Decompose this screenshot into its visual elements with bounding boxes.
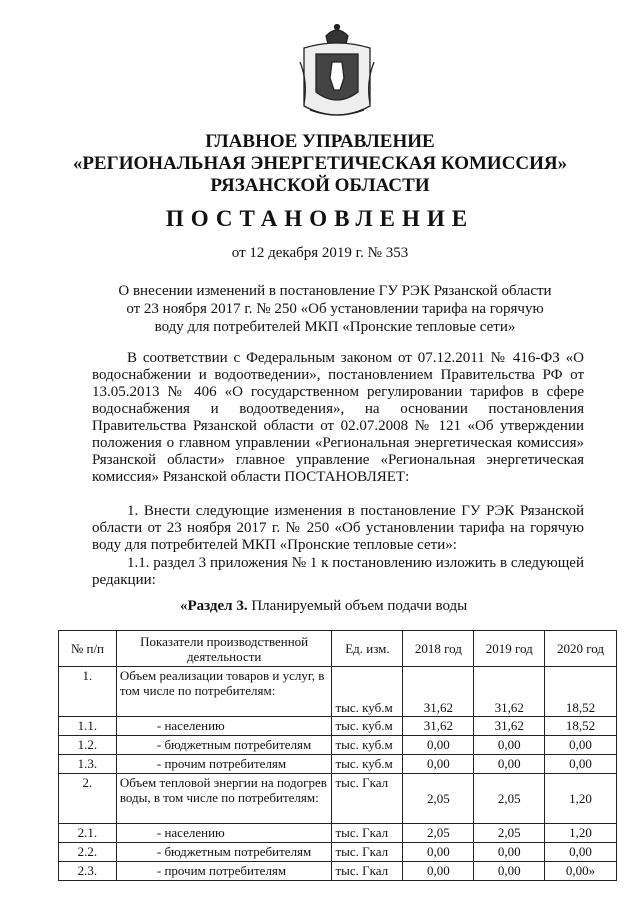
table-row	[59, 843, 617, 862]
header-2020: 2020 год	[545, 631, 617, 667]
table-cell: 0,00	[474, 755, 545, 774]
table-cell: - бюджетным потребителям	[116, 736, 332, 755]
table-cell: 0,00	[474, 736, 545, 755]
table-cell: тыс. куб.м	[332, 755, 403, 774]
table-row	[59, 755, 617, 774]
table-cell: - населению	[116, 717, 332, 736]
table-cell: Объем тепловой энергии на подогрев воды, в том числе по потребителям:	[116, 774, 332, 824]
table-cell: 1,20	[545, 824, 617, 843]
table-cell: 0,00	[403, 736, 474, 755]
header-2018: 2018 год	[403, 631, 474, 667]
table-cell: тыс. Гкал	[332, 862, 403, 881]
table-row	[59, 824, 617, 843]
table-cell: 0,00	[545, 843, 617, 862]
table-cell: 0,00	[403, 755, 474, 774]
section-heading-title: Планируемый объем подачи воды	[247, 598, 468, 614]
org-name-line-1: ГЛАВНОЕ УПРАВЛЕНИЕ	[205, 131, 435, 152]
header-indicator: Показатели производственной деятельности	[116, 631, 332, 667]
table-cell: - населению	[116, 824, 332, 843]
header-num: № п/п	[59, 631, 117, 667]
table-cell: 0,00	[474, 862, 545, 881]
table-cell: 0,00	[403, 843, 474, 862]
table-cell: 2.3.	[59, 862, 117, 881]
table-cell: - бюджетным потребителям	[116, 843, 332, 862]
table-cell: 1.	[59, 667, 117, 717]
table-cell: 2.2.	[59, 843, 117, 862]
water-volume-table	[58, 630, 617, 881]
table-row	[59, 667, 617, 717]
table-row	[59, 736, 617, 755]
table-cell: 18,52	[545, 717, 617, 736]
table-cell: 0,00	[474, 843, 545, 862]
section-heading-prefix: «Раздел 3.	[180, 598, 248, 614]
table-cell: - прочим потребителям	[116, 755, 332, 774]
table-cell: 1.3.	[59, 755, 117, 774]
preamble-paragraph: В соответствии с Федеральным законом от 07.12.2011 № 416-ФЗ «О водоснабжении и водоотведении», постановлением Правительства РФ от 13.05.2013 № 406 «О государственном регулировании тарифов в сфере водоснабжения и водоотведения», на основании постановления Правительства Рязанской области от 02.07.2008 № 121 «Об утверждении положения о главном управлении «Региональная энергетическая комиссия» Рязанской области» главное управление «Региональная энергетическая комиссия» Рязанской области ПОСТАНОВЛЯЕТ:	[92, 350, 584, 485]
table-cell: 1.2.	[59, 736, 117, 755]
table-cell: 0,00	[403, 862, 474, 881]
table-cell: 2,05	[403, 824, 474, 843]
org-name-line-3: РЯЗАНСКОЙ ОБЛАСТИ	[210, 175, 430, 196]
table-cell: 0,00»	[545, 862, 617, 881]
table-cell: 18,52	[545, 667, 617, 717]
table-cell: 2,05	[474, 824, 545, 843]
table-cell: тыс. куб.м	[332, 717, 403, 736]
table-cell: 2.1.	[59, 824, 117, 843]
coat-of-arms-emblem	[296, 22, 378, 122]
table-cell: 0,00	[545, 755, 617, 774]
section-heading	[180, 598, 467, 615]
clause-1-1-paragraph: 1.1. раздел 3 приложения № 1 к постановлению изложить в следующей редакции:	[92, 555, 584, 588]
table-cell: Объем реализации товаров и услуг, в том числе по потребителям:	[116, 667, 332, 717]
org-name-line-2: «РЕГИОНАЛЬНАЯ ЭНЕРГЕТИЧЕСКАЯ КОМИССИЯ»	[72, 153, 568, 174]
table-cell: 1.1.	[59, 717, 117, 736]
document-type-title: ПОСТАНОВЛЕНИЕ	[165, 206, 475, 231]
table-cell: тыс. куб.м	[332, 667, 403, 717]
table-cell: 31,62	[474, 667, 545, 717]
table-cell: тыс. Гкал	[332, 824, 403, 843]
table-cell: 2,05	[474, 774, 545, 824]
table-row	[59, 717, 617, 736]
table-cell: 31,62	[474, 717, 545, 736]
document-subject: О внесении изменений в постановление ГУ РЭК Рязанской области от 23 ноября 2017 г. № 250 «Об установлении тарифа на горячую воду для потребителей МКП «Пронские тепловые сети»	[118, 283, 552, 335]
table-cell: тыс. Гкал	[332, 774, 403, 824]
table-cell: - прочим потребителям	[116, 862, 332, 881]
table-row	[59, 862, 617, 881]
header-2019: 2019 год	[474, 631, 545, 667]
table-cell: 31,62	[403, 667, 474, 717]
table-cell: тыс. куб.м	[332, 736, 403, 755]
table-cell: 0,00	[545, 736, 617, 755]
table-cell: 2.	[59, 774, 117, 824]
table-cell: 1,20	[545, 774, 617, 824]
table-cell: 2,05	[403, 774, 474, 824]
table-row	[59, 774, 617, 824]
table-cell: тыс. Гкал	[332, 843, 403, 862]
table-cell: 31,62	[403, 717, 474, 736]
clause-1-paragraph: 1. Внести следующие изменения в постановление ГУ РЭК Рязанской области от 23 ноября 2017 г. № 250 «Об установлении тарифа на горячую воду для потребителей МКП «Пронские тепловые сети»:	[92, 503, 584, 553]
header-unit: Ед. изм.	[332, 631, 403, 667]
document-date-number: от 12 декабря 2019 г. № 353	[231, 245, 409, 261]
